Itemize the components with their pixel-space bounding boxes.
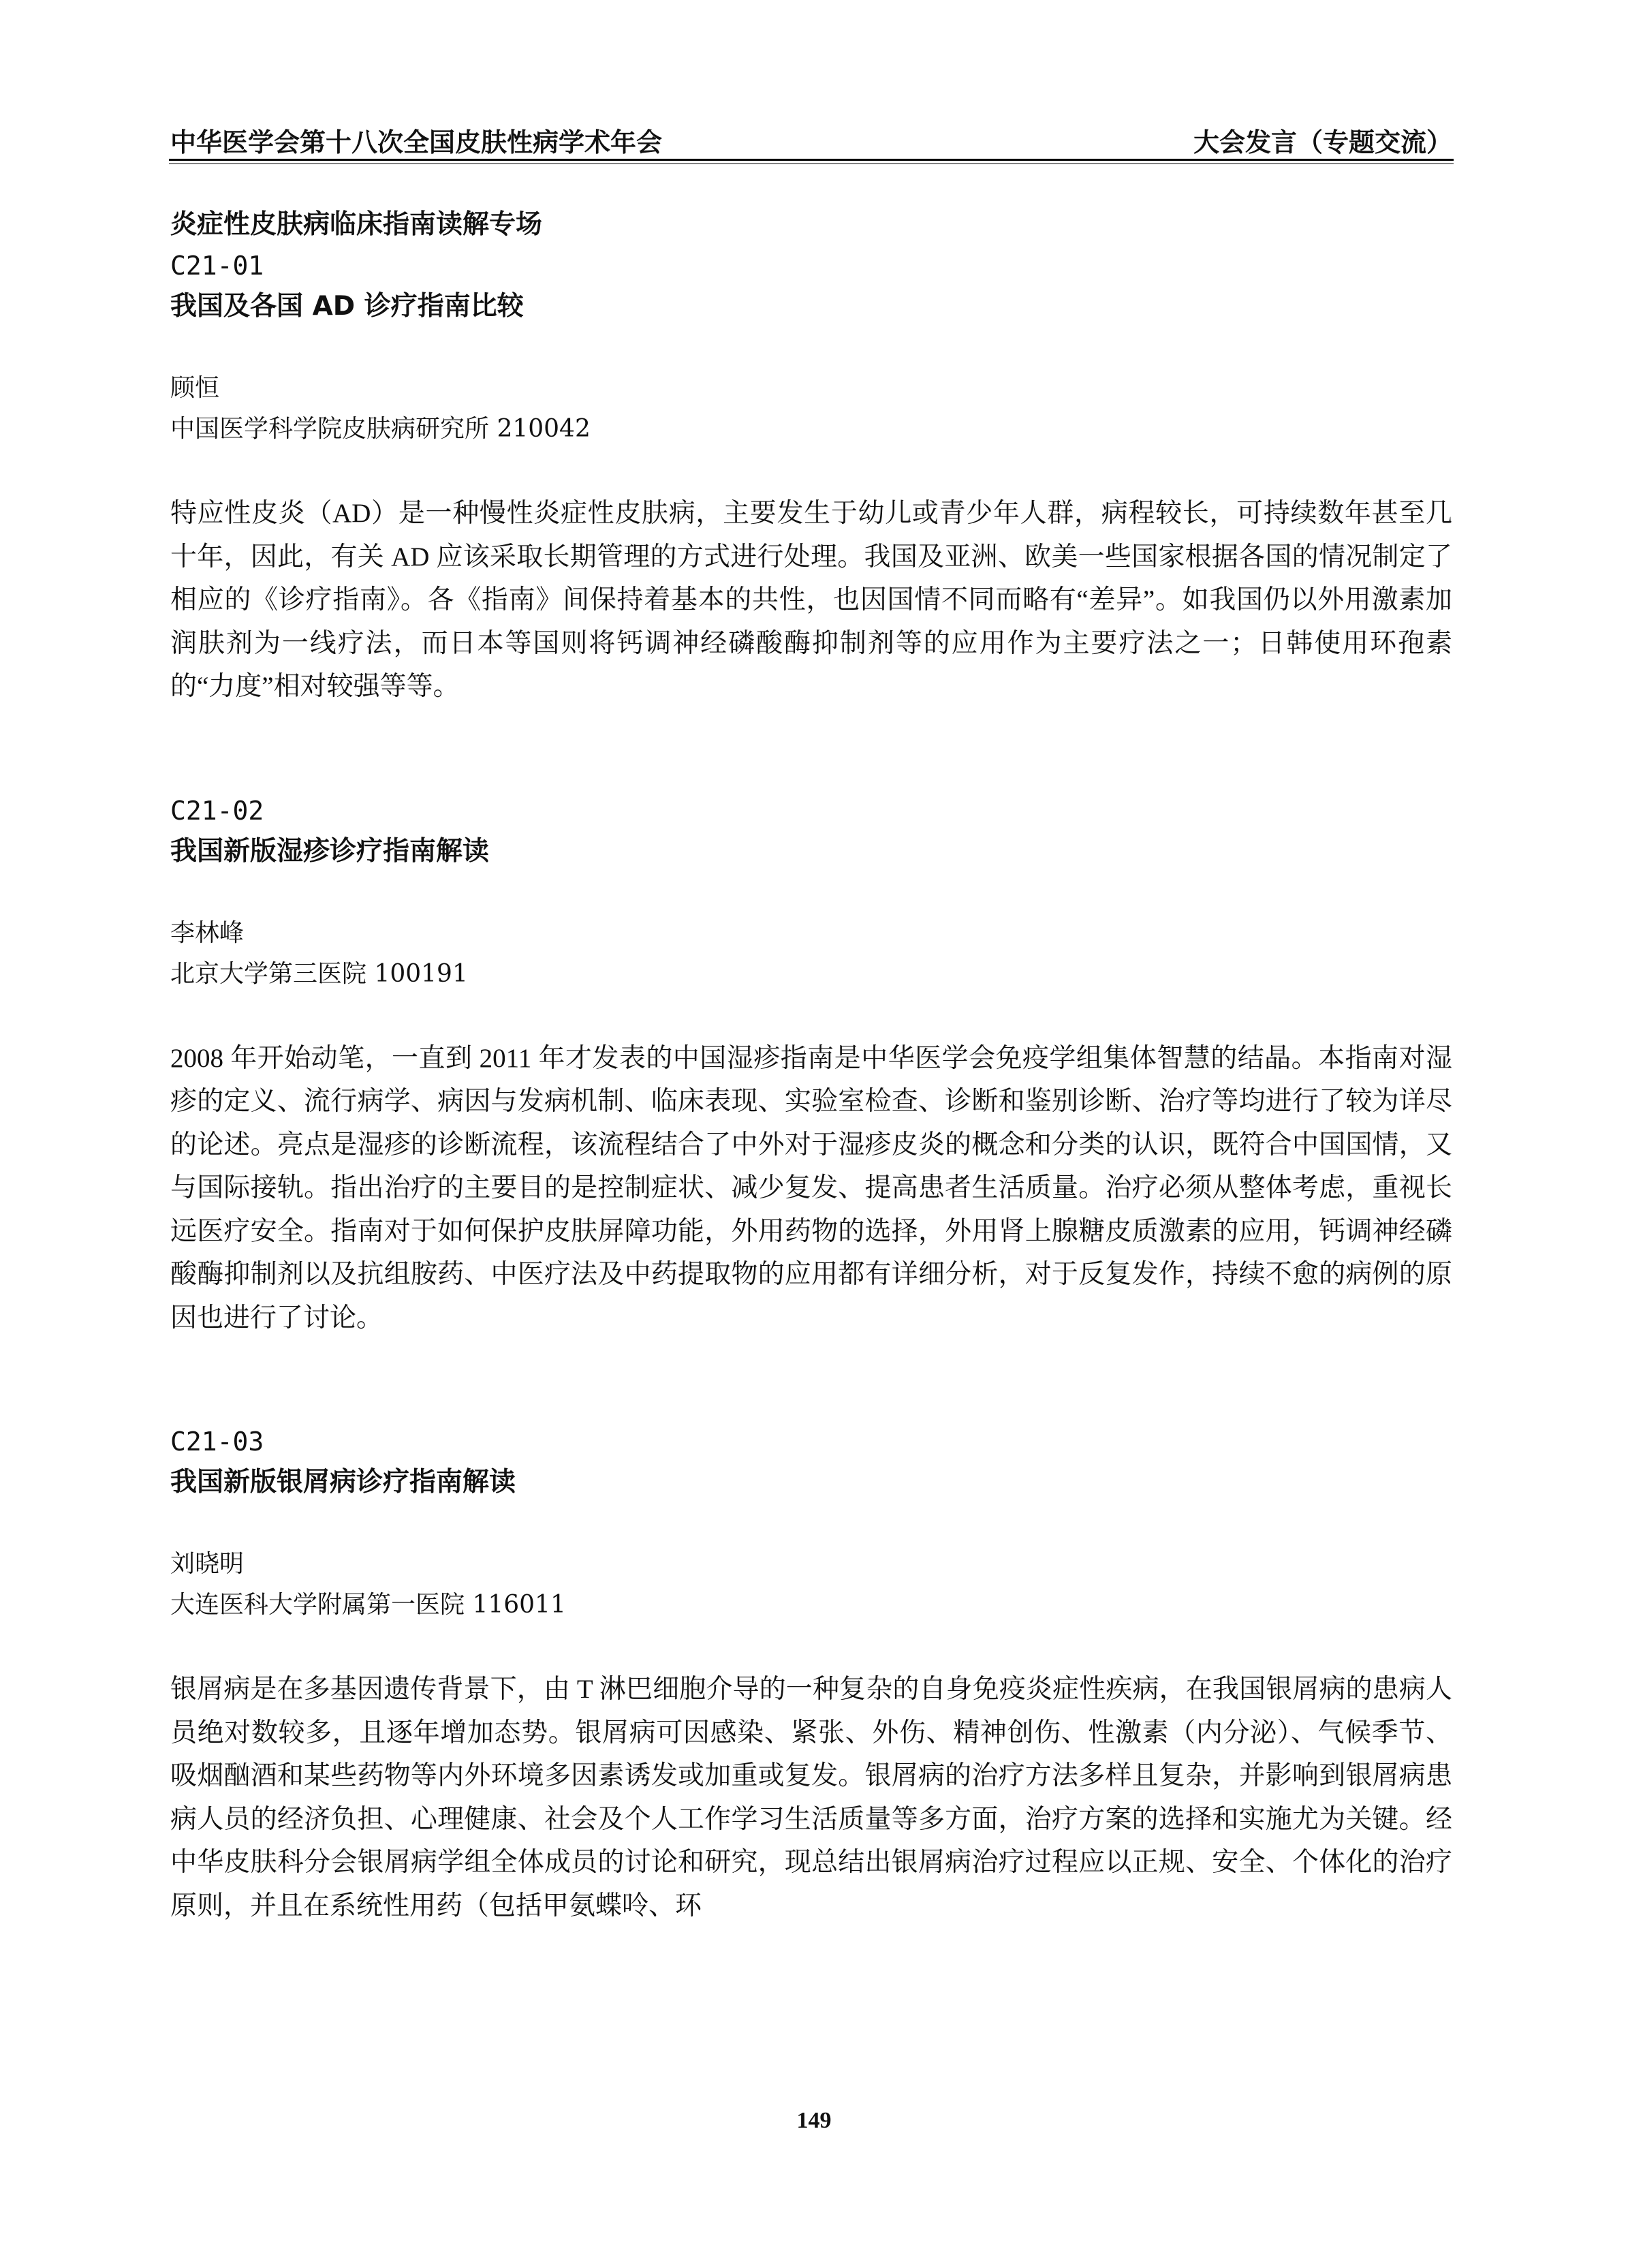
abstract-body: 2008 年开始动笔，一直到 2011 年才发表的中国湿疹指南是中华医学会免疫学组集体智慧的结晶。本指南对湿疹的定义、流行病学、病因与发病机制、临床表现、实验室检查、诊断和鉴别诊断、治疗等均进行了较为详尽的论述。亮点是湿疹的诊断流程，该流程结合了中外对于湿疹皮炎的概念和分类的认识，既符合中国国情，又与国际接轨。指出治疗的主要目的是控制症状、减少复发、提高患者生活质量。治疗必须从整体考虑，重视长远医疗安全。指南对于如何保护皮肤屏障功能，外用药物的选择，外用肾上腺糖皮质激素的应用，钙调神经磷酸酶抑制剂以及抗组胺药、中医疗法及中药提取物的应用都有详细分析，对于反复发作，持续不愈的病例的原因也进行了讨论。 (170, 1043, 1452, 1333)
abstract-title: 我国及各国 AD 诊疗指南比较 (170, 291, 524, 322)
abstract-body: 特应性皮炎（AD）是一种慢性炎症性皮肤病，主要发生于幼儿或青少年人群，病程较长，可持续数年甚至几十年，因此，有关 AD 应该采取长期管理的方式进行处理。我国及亚洲、欧美一些国家根据各国的情况制定了相应的《诊疗指南》。各《指南》间保持着基本的共性，也因国情不同而略有“差异”。如我国仍以外用激素加润肤剂为一线疗法，而日本等国则将钙调神经磷酸酶抑制剂等的应用作为主要疗法之一；日韩使用环孢素的“力度”相对较强等等。 (170, 499, 1452, 701)
abstract-affiliation: 中国医学科学院皮肤病研究所 210042 (170, 415, 591, 443)
abstract-c21-01 (170, 245, 1452, 709)
abstract-author: 刘晓明 (170, 1550, 245, 1578)
abstract-title: 我国新版湿疹诊疗指南解读 (170, 835, 490, 867)
abstract-c21-02 (170, 790, 1452, 1340)
header-rule (169, 159, 1454, 164)
page-content (170, 204, 1452, 1927)
running-header (170, 121, 1452, 157)
abstract-code: C21-02 (170, 795, 264, 826)
abstract-c21-03 (170, 1421, 1452, 1927)
header-conference-name: 中华医学会第十八次全国皮肤性病学术年会 (170, 127, 663, 157)
abstract-affiliation: 北京大学第三医院 100191 (170, 959, 468, 988)
abstract-author: 顾恒 (170, 374, 220, 402)
abstract-code: C21-01 (170, 251, 264, 281)
abstract-author: 李林峰 (170, 918, 245, 947)
abstract-body: 银屑病是在多基因遗传背景下，由 T 淋巴细胞介导的一种复杂的自身免疫炎症性疾病，在我国银屑病的患病人员绝对数较多，且逐年增加态势。银屑病可因感染、紧张、外伤、精神创伤、性激素（内分泌）、气候季节、吸烟酗酒和某些药物等内外环境多因素诱发或加重或复发。银屑病的治疗方法多样且复杂，并影响到银屑病患病人员的经济负担、心理健康、社会及个人工作学习生活质量等多方面，治疗方案的选择和实施尤为关键。经中华皮肤科分会银屑病学组全体成员的讨论和研究，现总结出银屑病治疗过程应以正规、安全、个体化的治疗原则，并且在系统性用药（包括甲氨蝶呤、环 (170, 1675, 1452, 1921)
abstract-affiliation: 大连医科大学附属第一医院 116011 (170, 1591, 566, 1619)
abstract-title: 我国新版银屑病诊疗指南解读 (170, 1467, 516, 1497)
abstract-code: C21-03 (170, 1427, 264, 1457)
session-title: 炎症性皮肤病临床指南读解专场 (170, 209, 543, 240)
page-number: 149 (796, 2108, 832, 2133)
header-section-name: 大会发言（专题交流） (1193, 127, 1452, 157)
